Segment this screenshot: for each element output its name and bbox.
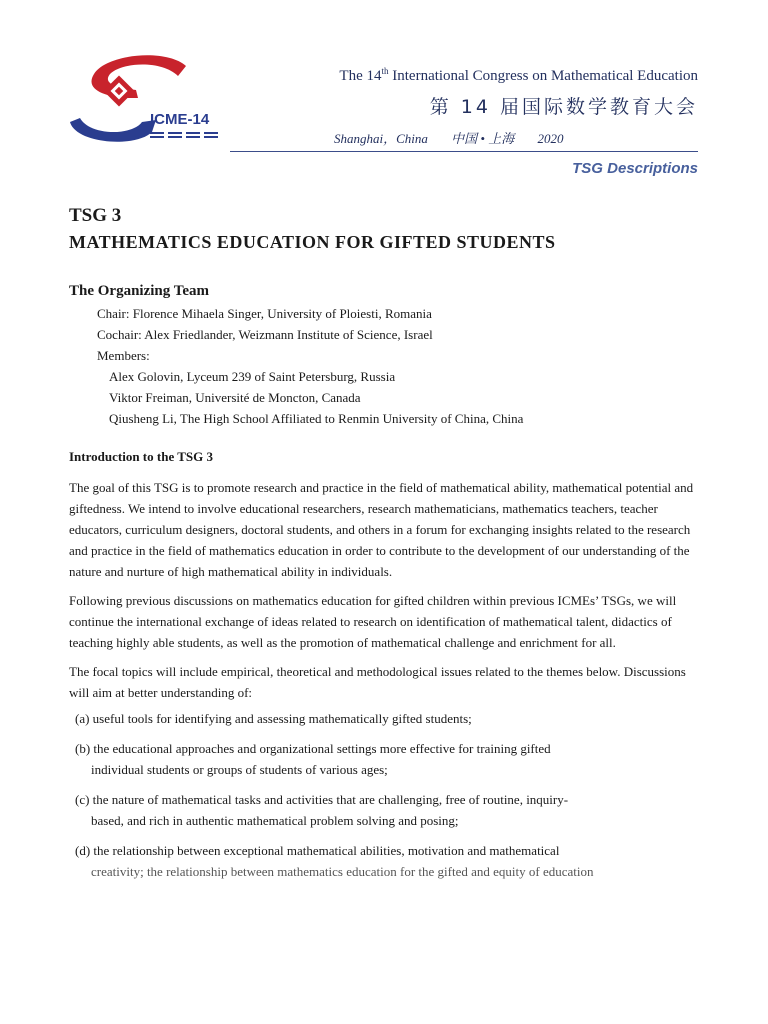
header-divider <box>230 151 698 152</box>
logo-text: ICME-14 <box>150 111 210 128</box>
focal-topic-item: (d) the relationship between exceptional mathematical abilities, motivation and mathematical creativity; the relationship between mathematics education for the gifted and equity of education <box>75 843 594 879</box>
team-member: Viktor Freiman, Université de Moncton, Canada <box>109 390 361 405</box>
focal-topic-item: (c) the nature of mathematical tasks and activities that are challenging, free of routine, inquiry- based, and rich in authentic mathematical problem solving and posing; <box>75 792 569 828</box>
organizing-team <box>69 303 699 429</box>
location-chinese: 中国 • 上海 <box>451 131 515 146</box>
location-english: Shanghai，China <box>334 131 428 146</box>
congress-title-chinese: 第 14 届国际数学教育大会 <box>429 96 698 118</box>
team-chair: Chair: Florence Mihaela Singer, University of Ploiesti, Romania <box>97 306 432 321</box>
congress-year: 2020 <box>537 131 564 146</box>
intro-paragraph: Following previous discussions on mathematics education for gifted children within previous ICMEs’ TSGs, we will continue the international exchange of ideas related to research on identification of mathematical talent, didactics of teaching highly able students, as well as the promotion of mathematical challenge and enrichment for all. <box>69 593 677 650</box>
congress-title: The 14th International Congress on Mathematical Education <box>339 66 698 84</box>
tsg-number: TSG 3 <box>69 205 122 226</box>
focal-topic-item: (a) useful tools for identifying and assessing mathematically gifted students; <box>75 711 472 726</box>
introduction-heading: Introduction to the TSG 3 <box>69 449 213 464</box>
intro-paragraph: The goal of this TSG is to promote research and practice in the field of mathematical ability, mathematical potential and giftedness. We intend to involve educational researchers, research mathematicians, mathematics teachers, teacher educators, curriculum designers, doctoral students, and others in a forum for exchanging insights related to the research and practice in the field of mathematics education in order to contribute to the development of our understanding of the nature and nurture of high mathematical ability in individuals. <box>69 480 694 579</box>
icme14-logo <box>66 52 228 144</box>
team-members-label: Members: <box>97 348 150 363</box>
team-cochair: Cochair: Alex Friedlander, Weizmann Institute of Science, Israel <box>97 327 433 342</box>
section-label: TSG Descriptions <box>572 160 698 177</box>
organizing-team-heading: The Organizing Team <box>69 283 210 299</box>
congress-location <box>334 128 583 147</box>
tsg-title: MATHEMATICS EDUCATION FOR GIFTED STUDENTS <box>69 232 556 252</box>
team-member: Qiusheng Li, The High School Affiliated to Renmin University of China, China <box>109 411 524 426</box>
intro-paragraph: The focal topics will include empirical, theoretical and methodological issues related to the themes below. Discussions will aim at better understanding of: <box>69 664 686 700</box>
document-body <box>69 205 699 882</box>
team-member: Alex Golovin, Lyceum 239 of Saint Petersburg, Russia <box>109 369 396 384</box>
focal-topic-item: (b) the educational approaches and organizational settings more effective for training gifted individual students or groups of students of various ages; <box>75 741 551 777</box>
